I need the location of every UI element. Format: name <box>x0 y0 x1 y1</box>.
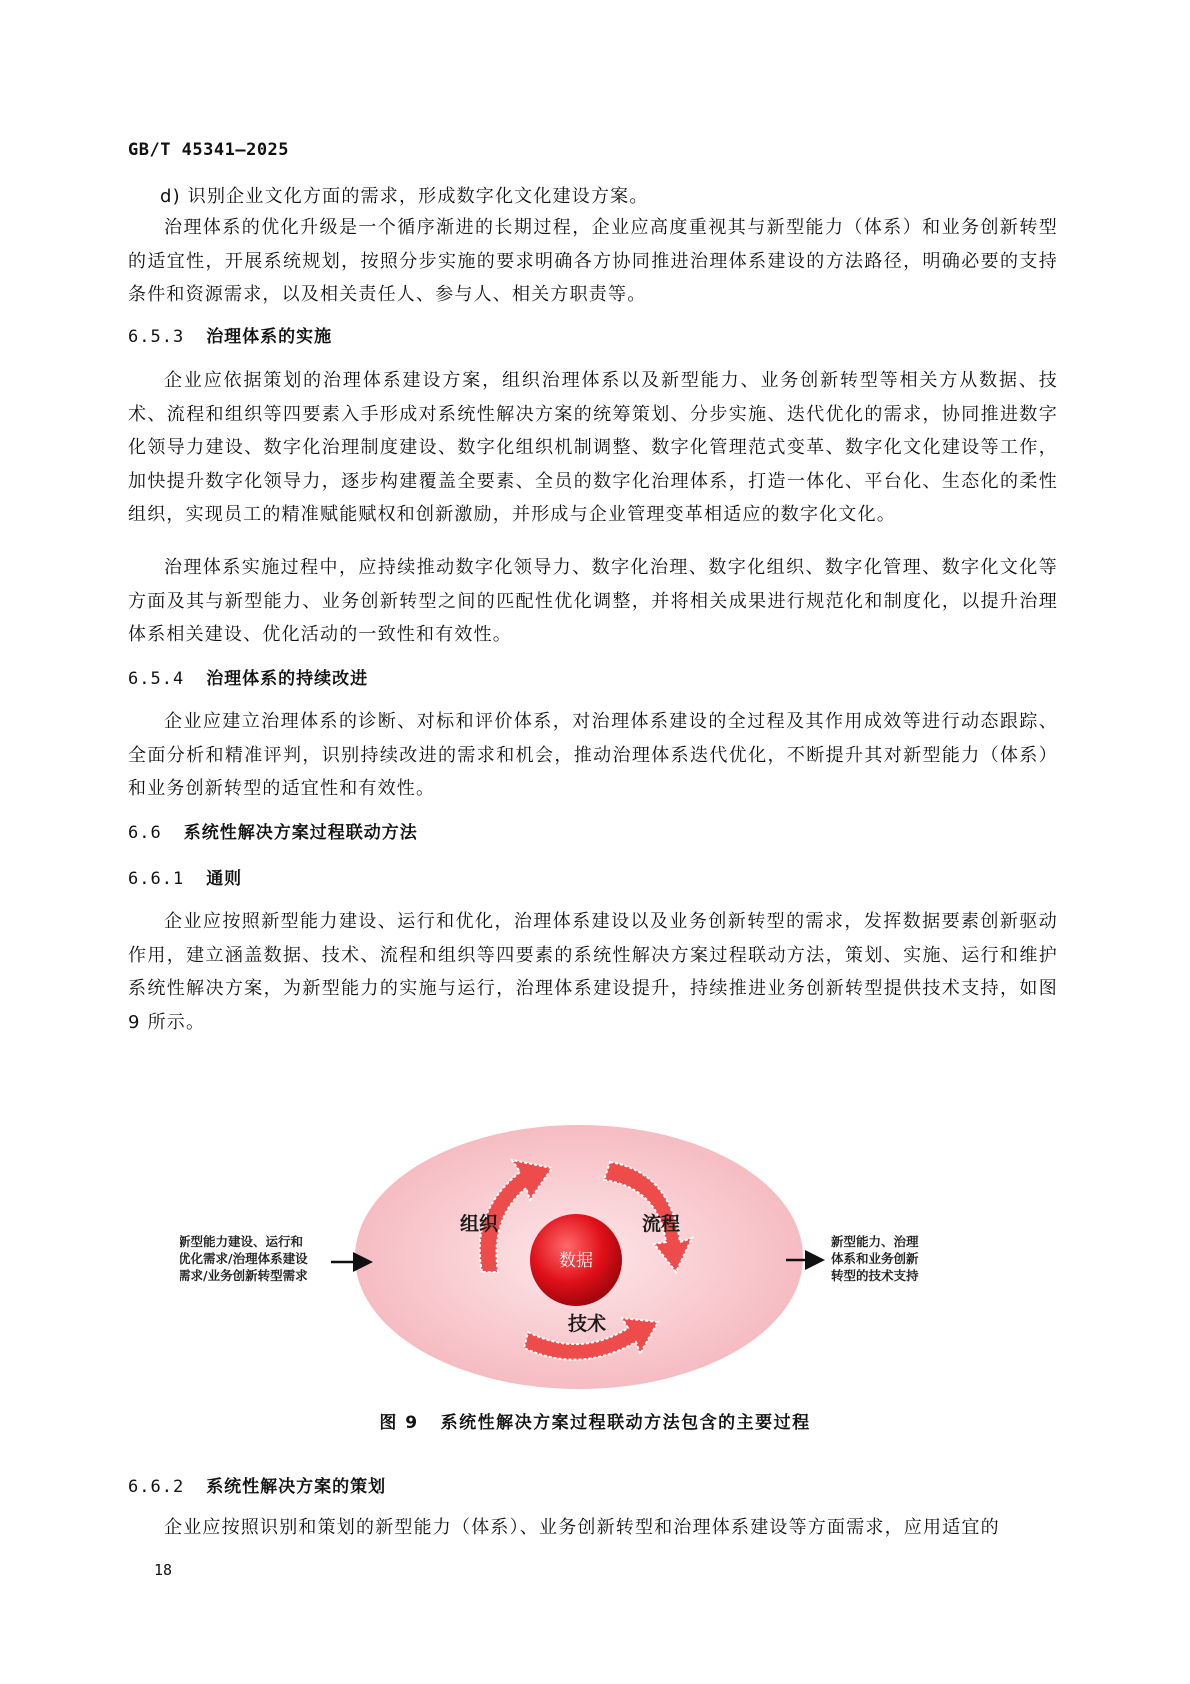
list-item-d: d) 识别企业文化方面的需求，形成数字化文化建设方案。 <box>160 186 649 207</box>
heading-number: 6.6.2 <box>128 1477 185 1497</box>
caption-title: 系统性解决方案过程联动方法包含的主要过程 <box>440 1413 811 1433</box>
paragraph-6-5-3-2: 治理体系实施过程中，应持续推动数字化领导力、数字化治理、数字化组织、数字化管理、数字化文化等方面及其与新型能力、业务创新转型之间的匹配性优化调整，并将相关成果进行规范化和制度化，以提升治理体系相关建设、优化活动的一致性和有效性。 <box>128 557 1058 645</box>
output-label-line-1: 新型能力、治理 <box>831 1234 919 1249</box>
input-label-line-1: 新型能力建设、运行和 <box>180 1234 304 1249</box>
caption-number: 图 9 <box>379 1413 419 1433</box>
heading-title: 系统性解决方案的策划 <box>206 1477 387 1497</box>
heading-title: 治理体系的持续改进 <box>206 669 369 689</box>
heading-6-5-4 <box>128 664 368 689</box>
label-technology: 技术 <box>568 1313 607 1335</box>
input-label-line-2: 优化需求/治理体系建设 <box>180 1251 308 1266</box>
paragraph-6-5-3-1: 企业应依据策划的治理体系建设方案，组织治理体系以及新型能力、业务创新转型等相关方从数据、技术、流程和组织等四要素入手形成对系统性解决方案的统筹策划、分步实施、迭代优化的需求，协同推进数字化领导力建设、数字化治理制度建设、数字化组织机制调整、数字化管理范式变革、数字化文化建设等工作，加快提升数字化领导力，逐步构建覆盖全要素、全员的数字化治理体系，打造一体化、平台化、生态化的柔性组织，实现员工的精准赋能赋权和创新激励，并形成与企业管理变革相适应的数字化文化。 <box>128 370 1058 525</box>
label-organization: 组织 <box>460 1213 499 1235</box>
heading-6-5-3 <box>128 322 332 347</box>
heading-6-6-2 <box>128 1472 386 1497</box>
label-process: 流程 <box>642 1213 681 1235</box>
figure-9-diagram <box>180 1122 1010 1392</box>
paragraph-6-6-2-1: 企业应按照识别和策划的新型能力（体系）、业务创新转型和治理体系建设等方面需求，应用适宜的 <box>164 1517 1000 1538</box>
figure-9 <box>180 1122 1010 1392</box>
heading-title: 通则 <box>206 869 243 889</box>
heading-6-6-1 <box>128 864 242 889</box>
heading-title: 治理体系的实施 <box>206 327 333 347</box>
output-label-line-3: 转型的技术支持 <box>831 1268 919 1283</box>
label-data: 数据 <box>559 1251 593 1271</box>
heading-number: 6.6 <box>128 823 162 843</box>
paragraph-governance-upgrade: 治理体系的优化升级是一个循序渐进的长期过程，企业应高度重视其与新型能力（体系）和业务创新转型的适宜性，开展系统规划，按照分步实施的要求明确各方协同推进治理体系建设的方法路径，明确必要的支持条件和资源需求，以及相关责任人、参与人、相关方职责等。 <box>128 217 1058 305</box>
output-label-line-2: 体系和业务创新 <box>831 1251 919 1266</box>
input-label-line-3: 需求/业务创新转型需求 <box>180 1268 308 1283</box>
heading-title: 系统性解决方案过程联动方法 <box>183 823 418 843</box>
standard-code: GB/T 45341—2025 <box>128 140 290 160</box>
heading-number: 6.6.1 <box>128 869 185 889</box>
page-number: 18 <box>154 1561 173 1579</box>
heading-6-6 <box>128 818 418 843</box>
figure-9-caption <box>0 1408 1190 1433</box>
paragraph-6-6-1-1: 企业应按照新型能力建设、运行和优化，治理体系建设以及业务创新转型的需求，发挥数据要素创新驱动作用，建立涵盖数据、技术、流程和组织等四要素的系统性解决方案过程联动方法，策划、实施、运行和维护系统性解决方案，为新型能力的实施与运行，治理体系建设提升，持续推进业务创新转型提供技术支持，如图 9 所示。 <box>128 911 1058 1033</box>
heading-number: 6.5.3 <box>128 327 185 347</box>
heading-number: 6.5.4 <box>128 669 185 689</box>
paragraph-6-5-4-1: 企业应建立治理体系的诊断、对标和评价体系，对治理体系建设的全过程及其作用成效等进行动态跟踪、全面分析和精准评判，识别持续改进的需求和机会，推动治理体系迭代优化，不断提升其对新型能力（体系）和业务创新转型的适宜性和有效性。 <box>128 711 1058 799</box>
